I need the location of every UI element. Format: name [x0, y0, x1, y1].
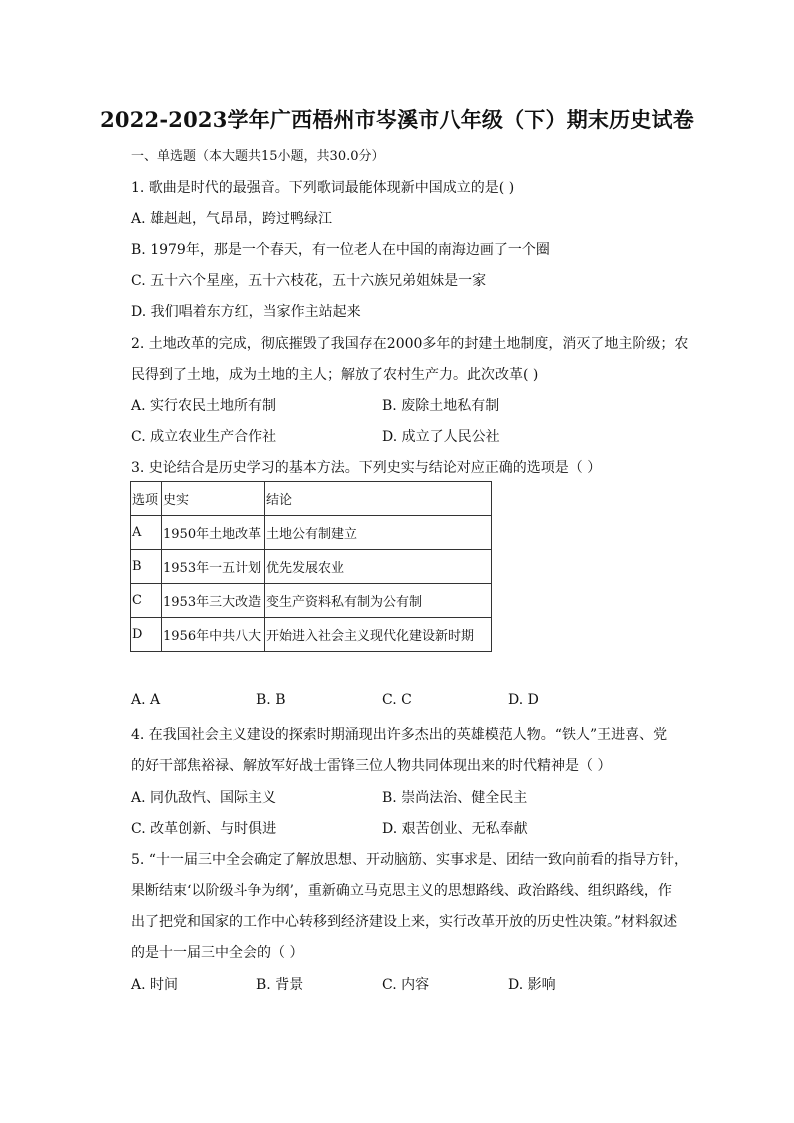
q1-stem: 1. 歌曲是时代的最强音。下列歌词最能体现新中国成立的是( ) — [131, 180, 515, 196]
table-cell: 变生产资料私有制为公有制 — [265, 584, 492, 618]
q5-option-c: C. 内容 — [382, 977, 430, 993]
q5-option-a: A. 时间 — [131, 977, 179, 993]
q3-option-d: D. D — [508, 692, 539, 708]
q4-option-b: B. 崇尚法治、健全民主 — [382, 790, 528, 806]
exam-title: 2022-2023学年广西梧州市岑溪市八年级（下）期末历史试卷 — [100, 107, 694, 132]
q2-option-b: B. 废除土地私有制 — [382, 398, 500, 414]
section-heading: 一、单选题（本大题共15小题，共30.0分） — [131, 149, 385, 164]
q5-stem-line2: 果断结束‘以阶级斗争为纲’，重新确立马克思主义的思想路线、政治路线、组织路线，作 — [131, 883, 672, 899]
table-cell: 1956年中共八大 — [162, 618, 265, 652]
q2-option-a: A. 实行农民土地所有制 — [131, 398, 277, 414]
table-row — [131, 584, 492, 618]
q1-option-d: D. 我们唱着东方红，当家作主站起来 — [131, 304, 361, 320]
q5-stem-line1: 5. “十一届三中全会确定了解放思想、开动脑筋、实事求是、团结一致向前看的指导方针， — [131, 852, 688, 868]
q2-stem-line2: 民得到了土地，成为土地的主人；解放了农村生产力。此次改革( ) — [131, 367, 539, 383]
q3-stem: 3. 史论结合是历史学习的基本方法。下列史实与结论对应正确的选项是（ ） — [131, 460, 602, 476]
q3-option-c: C. C — [382, 692, 412, 708]
table-header-cell: 选项 — [131, 482, 162, 516]
q2-stem-line1: 2. 土地改革的完成，彻底摧毁了我国存在2000多年的封建土地制度，消灭了地主阶级；农 — [131, 336, 689, 352]
table-row — [131, 516, 492, 550]
q1-option-b: B. 1979年，那是一个春天，有一位老人在中国的南海边画了一个圈 — [131, 242, 550, 258]
q2-option-d: D. 成立了人民公社 — [382, 429, 500, 445]
q4-option-a: A. 同仇敌忾、国际主义 — [131, 790, 277, 806]
table-header-cell: 结论 — [265, 482, 492, 516]
table-cell: D — [131, 618, 162, 652]
q4-option-d: D. 艰苦创业、无私奉献 — [382, 821, 528, 837]
table-cell: 1953年三大改造 — [162, 584, 265, 618]
table-cell: C — [131, 584, 162, 618]
table-cell: 开始进入社会主义现代化建设新时期 — [265, 618, 492, 652]
table-row — [131, 618, 492, 652]
table-cell: 优先发展农业 — [265, 550, 492, 584]
table-cell: 1950年土地改革 — [162, 516, 265, 550]
table-header-cell: 史实 — [162, 482, 265, 516]
q5-option-b: B. 背景 — [256, 977, 304, 993]
q4-stem-line1: 4. 在我国社会主义建设的探索时期涌现出许多杰出的英雄模范人物。“铁人”王进喜、党 — [131, 727, 668, 743]
table-cell: 土地公有制建立 — [265, 516, 492, 550]
q5-option-d: D. 影响 — [508, 977, 556, 993]
table-cell: A — [131, 516, 162, 550]
q3-option-a: A. A — [131, 692, 161, 708]
q1-option-c: C. 五十六个星座，五十六枝花，五十六族兄弟姐妹是一家 — [131, 273, 487, 289]
q2-option-c: C. 成立农业生产合作社 — [131, 429, 277, 445]
q3-table — [130, 481, 492, 652]
q5-stem-line3: 出了把党和国家的工作中心转移到经济建设上来，实行改革开放的历史性决策。”材料叙述 — [131, 914, 678, 930]
q4-stem-line2: 的好干部焦裕禄、解放军好战士雷锋三位人物共同体现出来的时代精神是（ ） — [131, 758, 612, 774]
q1-option-a: A. 雄赳赳，气昂昂，跨过鸭绿江 — [131, 211, 333, 227]
q3-option-b: B. B — [256, 692, 286, 708]
q5-stem-line4: 的是十一届三中全会的（ ） — [131, 945, 304, 961]
table-header-row — [131, 482, 492, 516]
table-cell: 1953年一五计划 — [162, 550, 265, 584]
q4-option-c: C. 改革创新、与时俱进 — [131, 821, 277, 837]
table-cell: B — [131, 550, 162, 584]
table-row — [131, 550, 492, 584]
